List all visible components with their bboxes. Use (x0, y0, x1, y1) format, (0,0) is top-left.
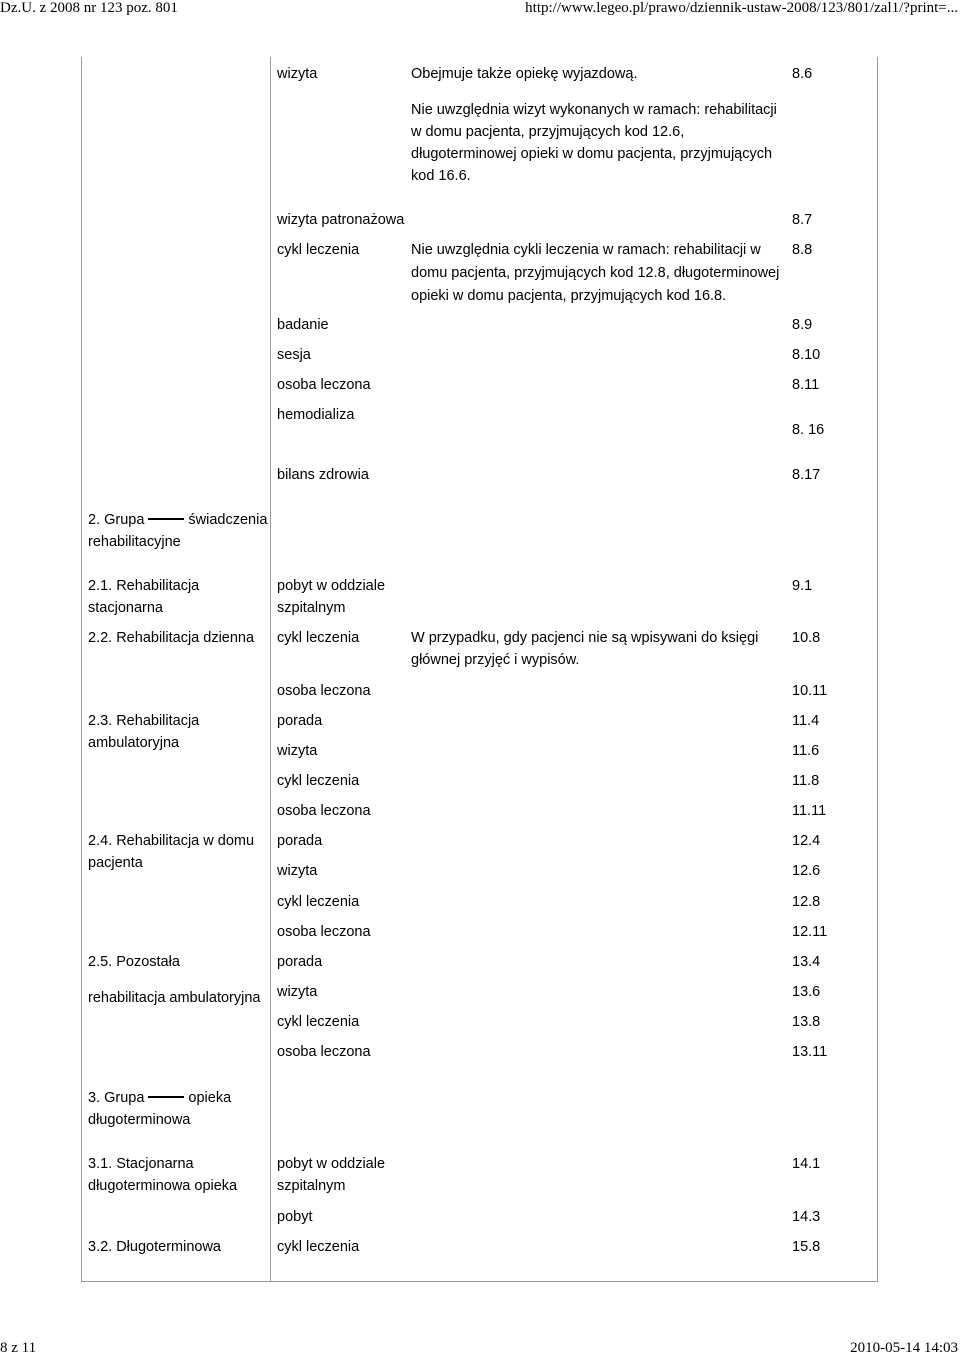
document-source: Dz.U. z 2008 nr 123 poz. 801 (0, 0, 178, 16)
note-wizyta: Obejmuje także opiekę wyjazdową. (411, 66, 638, 82)
group-heading (88, 509, 267, 531)
subgroup-2-4-line2: pacjenta (88, 855, 143, 871)
service-wizyta: wizyta (277, 743, 318, 759)
group-heading-rest: świadczenia (188, 512, 268, 528)
group-heading-number: 2. Grupa (88, 512, 145, 528)
service-sesja: sesja (277, 347, 311, 363)
service-cykl-leczenia: cykl leczenia (277, 630, 360, 646)
service-pobyt-line2: szpitalnym (277, 600, 346, 616)
code-8-9: 8.9 (792, 317, 813, 333)
service-cykl-leczenia: cykl leczenia (277, 773, 360, 789)
page-url: http://www.legeo.pl/prawo/dziennik-ustaw-2008/123/801/zal1/?print=... (525, 0, 958, 16)
subgroup-3-1: 3.1. Stacjonarna (88, 1156, 194, 1172)
service-porada: porada (277, 713, 323, 729)
code-8-17: 8.17 (792, 467, 821, 483)
subgroup-2-3: 2.3. Rehabilitacja (88, 713, 200, 729)
service-pobyt: pobyt w oddziale (277, 578, 386, 594)
service-porada: porada (277, 833, 323, 849)
code-8-16: 8. 16 (792, 422, 825, 438)
code: 12.11 (792, 924, 828, 940)
code-8-8: 8.8 (792, 242, 813, 258)
code-14-3: 14.3 (792, 1209, 821, 1225)
group-heading-rest: opieka (188, 1090, 232, 1106)
service-porada: porada (277, 954, 323, 970)
code: 11.8 (792, 773, 820, 789)
subgroup-3-2: 3.2. Długoterminowa (88, 1239, 221, 1255)
service-wizyta-patronazowa: wizyta patronażowa (277, 212, 405, 228)
subgroup-2-4: 2.4. Rehabilitacja w domu (88, 833, 255, 849)
page-number: 8 z 11 (0, 1340, 37, 1356)
note-line: opieki w domu pacjenta, przyjmujących kod 16.8. (411, 288, 727, 304)
service-osoba-leczona: osoba leczona (277, 803, 371, 819)
group-heading-line2: rehabilitacyjne (88, 534, 181, 550)
code-14-1: 14.1 (792, 1156, 821, 1172)
note-line: W przypadku, gdy pacjenci nie są wpisywani do księgi (411, 630, 759, 646)
code-8-6: 8.6 (792, 66, 813, 82)
service-osoba-leczona: osoba leczona (277, 377, 371, 393)
code: 12.4 (792, 833, 821, 849)
code-15-8: 15.8 (792, 1239, 821, 1255)
service-osoba-leczona: osoba leczona (277, 1044, 371, 1060)
code: 13.6 (792, 984, 821, 1000)
service-badanie: badanie (277, 317, 329, 333)
subgroup-2-5-line2: rehabilitacja ambulatoryjna (88, 990, 261, 1006)
note-line: długoterminowej opieki w domu pacjenta, przyjmujących (411, 146, 773, 162)
dash (148, 518, 184, 520)
code-9-1: 9.1 (792, 578, 813, 594)
subgroup-2-1-line2: stacjonarna (88, 600, 163, 616)
code-8-11: 8.11 (792, 377, 820, 393)
note-line: Nie uwzględnia cykli leczenia w ramach: rehabilitacji w (411, 242, 761, 258)
code: 11.4 (792, 713, 820, 729)
service-osoba-leczona: osoba leczona (277, 683, 371, 699)
code: 11.11 (792, 803, 827, 819)
code-10-8: 10.8 (792, 630, 821, 646)
group-heading-line2: długoterminowa (88, 1112, 191, 1128)
print-timestamp: 2010-05-14 14:03 (850, 1340, 958, 1356)
dash (148, 1096, 184, 1098)
note-line: Nie uwzględnia wizyt wykonanych w ramach: rehabilitacji (411, 102, 777, 118)
service-wizyta: wizyta (277, 863, 318, 879)
code: 12.6 (792, 863, 821, 879)
service-cykl-leczenia: cykl leczenia (277, 1239, 360, 1255)
code-10-11: 10.11 (792, 683, 828, 699)
service-wizyta: wizyta (277, 66, 318, 82)
code: 11.6 (792, 743, 820, 759)
code: 13.8 (792, 1014, 821, 1030)
code-8-10: 8.10 (792, 347, 821, 363)
group-heading-number: 3. Grupa (88, 1090, 145, 1106)
service-wizyta: wizyta (277, 984, 318, 1000)
note-line: domu pacjenta, przyjmujących kod 12.8, długoterminowej (411, 265, 780, 281)
code: 13.4 (792, 954, 821, 970)
subgroup-3-1-line2: długoterminowa opieka (88, 1178, 238, 1194)
service-pobyt-line2: szpitalnym (277, 1178, 346, 1194)
service-cykl-leczenia: cykl leczenia (277, 1014, 360, 1030)
subgroup-2-1: 2.1. Rehabilitacja (88, 578, 200, 594)
code: 12.8 (792, 894, 821, 910)
code: 13.11 (792, 1044, 828, 1060)
note-line: kod 16.6. (411, 168, 471, 184)
service-hemodializa: hemodializa (277, 407, 355, 423)
group-heading (88, 1087, 231, 1109)
service-osoba-leczona: osoba leczona (277, 924, 371, 940)
subgroup-2-2: 2.2. Rehabilitacja dzienna (88, 630, 255, 646)
subgroup-2-5: 2.5. Pozostała (88, 954, 180, 970)
service-cykl-leczenia: cykl leczenia (277, 894, 360, 910)
service-pobyt: pobyt w oddziale (277, 1156, 386, 1172)
service-pobyt: pobyt (277, 1209, 313, 1225)
code-8-7: 8.7 (792, 212, 813, 228)
subgroup-2-3-line2: ambulatoryjna (88, 735, 180, 751)
note-line: w domu pacjenta, przyjmujących kod 12.6, (411, 124, 685, 140)
service-cykl-leczenia: cykl leczenia (277, 242, 360, 258)
note-line: głównej przyjęć i wypisów. (411, 652, 580, 668)
service-bilans-zdrowia: bilans zdrowia (277, 467, 369, 483)
